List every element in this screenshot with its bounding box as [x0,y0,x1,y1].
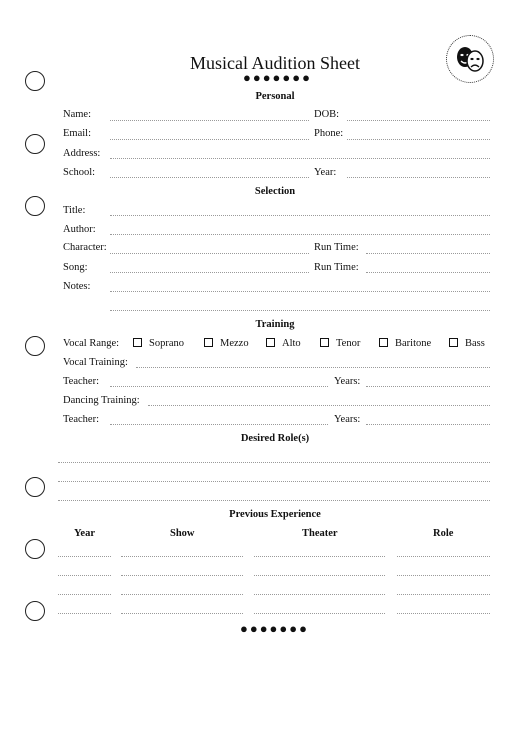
experience-cell-line[interactable] [397,594,490,595]
column-header-role: Role [433,528,454,539]
year-label: Year: [314,167,337,178]
title-label: Title: [63,205,86,216]
experience-cell-line[interactable] [58,575,111,576]
song-field[interactable] [110,272,309,273]
checkbox-soprano[interactable]: Soprano [133,338,184,349]
experience-cell-line[interactable] [397,575,490,576]
experience-cell-line[interactable] [121,575,243,576]
run-time-field[interactable] [366,272,490,273]
author-label: Author: [63,224,96,235]
teacher-field[interactable] [110,386,328,387]
teacher-label: Teacher: [63,376,99,387]
teacher-label: Teacher: [63,414,99,425]
desired-role-line[interactable] [58,481,490,482]
phone-field[interactable] [347,139,490,140]
experience-cell-line[interactable] [397,556,490,557]
vocal-training-label: Vocal Training: [63,357,128,368]
years-label: Years: [334,414,361,425]
binder-hole [25,336,45,356]
experience-cell-line[interactable] [58,594,111,595]
address-field[interactable] [110,158,490,159]
experience-cell-line[interactable] [121,613,243,614]
experience-cell-line[interactable] [58,613,111,614]
character-field[interactable] [110,253,309,254]
email-label: Email: [63,128,91,139]
song-label: Song: [63,262,88,273]
checkbox-alto[interactable]: Alto [266,338,301,349]
dancing-training-label: Dancing Training: [63,395,140,406]
title-field[interactable] [110,215,490,216]
experience-cell-line[interactable] [254,575,385,576]
section-heading-desired-roles: Desired Role(s) [240,433,310,444]
dob-label: DOB: [314,109,340,120]
binder-hole [25,134,45,154]
page-title: Musical Audition Sheet [190,53,360,73]
experience-cell-line[interactable] [254,556,385,557]
experience-cell-line[interactable] [254,594,385,595]
experience-cell-line[interactable] [121,594,243,595]
name-field[interactable] [110,120,309,121]
teacher-field[interactable] [110,424,328,425]
run-time-field[interactable] [366,253,490,254]
address-label: Address: [63,148,101,159]
name-label: Name: [63,109,91,120]
notes-label: Notes: [63,281,91,292]
column-header-year: Year [74,528,95,539]
column-header-show: Show [170,528,195,539]
section-heading-personal: Personal [255,91,295,102]
character-label: Character: [63,242,107,253]
section-heading-selection: Selection [254,186,296,197]
binder-hole [25,539,45,559]
binder-hole [25,71,45,91]
section-heading-training: Training [255,319,295,330]
school-field[interactable] [110,177,309,178]
experience-cell-line[interactable] [397,613,490,614]
checkbox-bass[interactable]: Bass [449,338,485,349]
dancing-training-field[interactable] [148,405,490,406]
checkbox-mezzo[interactable]: Mezzo [204,338,249,349]
column-header-theater: Theater [302,528,338,539]
experience-cell-line[interactable] [121,556,243,557]
year-field[interactable] [347,177,490,178]
checkbox-tenor[interactable]: Tenor [320,338,360,349]
binder-hole [25,601,45,621]
decorative-dots: ●●●●●●● [243,70,312,85]
binder-hole [25,477,45,497]
notes-field[interactable] [110,310,490,311]
run-time-label: Run Time: [314,262,359,273]
experience-cell-line[interactable] [58,556,111,557]
years-field[interactable] [366,386,490,387]
author-field[interactable] [110,234,490,235]
dob-field[interactable] [347,120,490,121]
school-label: School: [63,167,96,178]
years-field[interactable] [366,424,490,425]
years-label: Years: [334,376,361,387]
desired-role-line[interactable] [58,462,490,463]
notes-field[interactable] [110,291,490,292]
checkbox-baritone[interactable]: Baritone [379,338,431,349]
vocal-training-field[interactable] [136,367,490,368]
experience-cell-line[interactable] [254,613,385,614]
desired-role-line[interactable] [58,500,490,501]
phone-label: Phone: [314,128,344,139]
decorative-dots: ●●●●●●● [240,621,309,636]
binder-hole [25,196,45,216]
section-heading-previous-experience: Previous Experience [229,509,321,520]
email-field[interactable] [110,139,309,140]
run-time-label: Run Time: [314,242,359,253]
vocal-range-label: Vocal Range: [63,338,120,349]
